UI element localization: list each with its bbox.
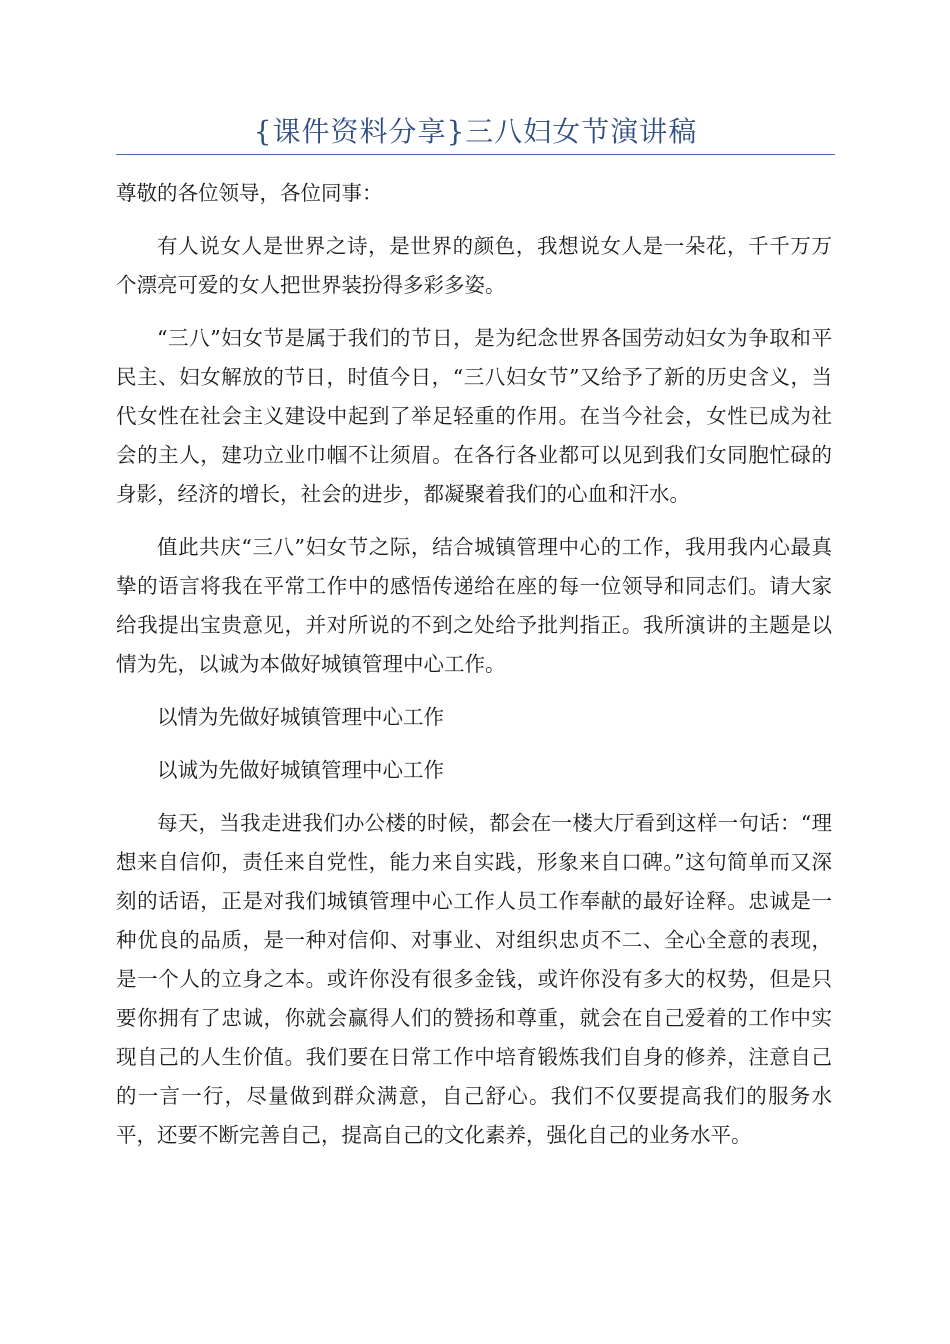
body-paragraph: 有人说女人是世界之诗，是世界的颜色，我想说女人是一朵花，千千万万个漂亮可爱的女人把世界装扮得多彩多姿。 [116, 234, 832, 297]
section-heading: 以情为先做好城镇管理中心工作 [157, 705, 444, 729]
body-paragraph: “三八”妇女节是属于我们的节日，是为纪念世界各国劳动妇女为争取和平民主、妇女解放的节日，时值今日，“三八妇女节”又给予了新的历史含义，当代女性在社会主义建设中起到了举足轻重的作用。在当今社会，女性已成为社会的主人，建功立业巾帼不让须眉。在各行各业都可以见到我们女同胞忙碌的身影，经济的增长，社会的进步，都凝聚着我们的心血和汗水。 [116, 326, 832, 506]
document-body [116, 174, 832, 1169]
title-underline [116, 154, 835, 155]
section-heading: 以诚为先做好城镇管理中心工作 [157, 758, 444, 782]
document-title: {课件资料分享}三八妇女节演讲稿 [253, 115, 698, 148]
body-paragraph: 每天，当我走进我们办公楼的时候，都会在一楼大厅看到这样一句话：“理想来自信仰，责任来自党性，能力来自实践，形象来自口碑。”这句简单而又深刻的话语，正是对我们城镇管理中心工作人员工作奉献的最好诠释。忠诚是一种优良的品质，是一种对信仰、对事业、对组织忠贞不二、全心全意的表现，是一个人的立身之本。或许你没有很多金钱，或许你没有多大的权势，但是只要你拥有了忠诚，你就会赢得人们的赞扬和尊重，就会在自己爱着的工作中实现自己的人生价值。我们要在日常工作中培育锻炼我们自身的修养，注意自己的一言一行，尽量做到群众满意，自己舒心。我们不仅要提高我们的服务水平，还要不断完善自己，提高自己的文化素养，强化自己的业务水平。 [116, 811, 832, 1147]
body-paragraph: 值此共庆“三八”妇女节之际，结合城镇管理中心的工作，我用我内心最真挚的语言将我在平常工作中的感悟传递给在座的每一位领导和同志们。请大家给我提出宝贵意见，并对所说的不到之处给予批判指正。我所演讲的主题是以情为先，以诚为本做好城镇管理中心工作。 [116, 535, 832, 676]
salutation-paragraph: 尊敬的各位领导，各位同事： [116, 181, 383, 205]
